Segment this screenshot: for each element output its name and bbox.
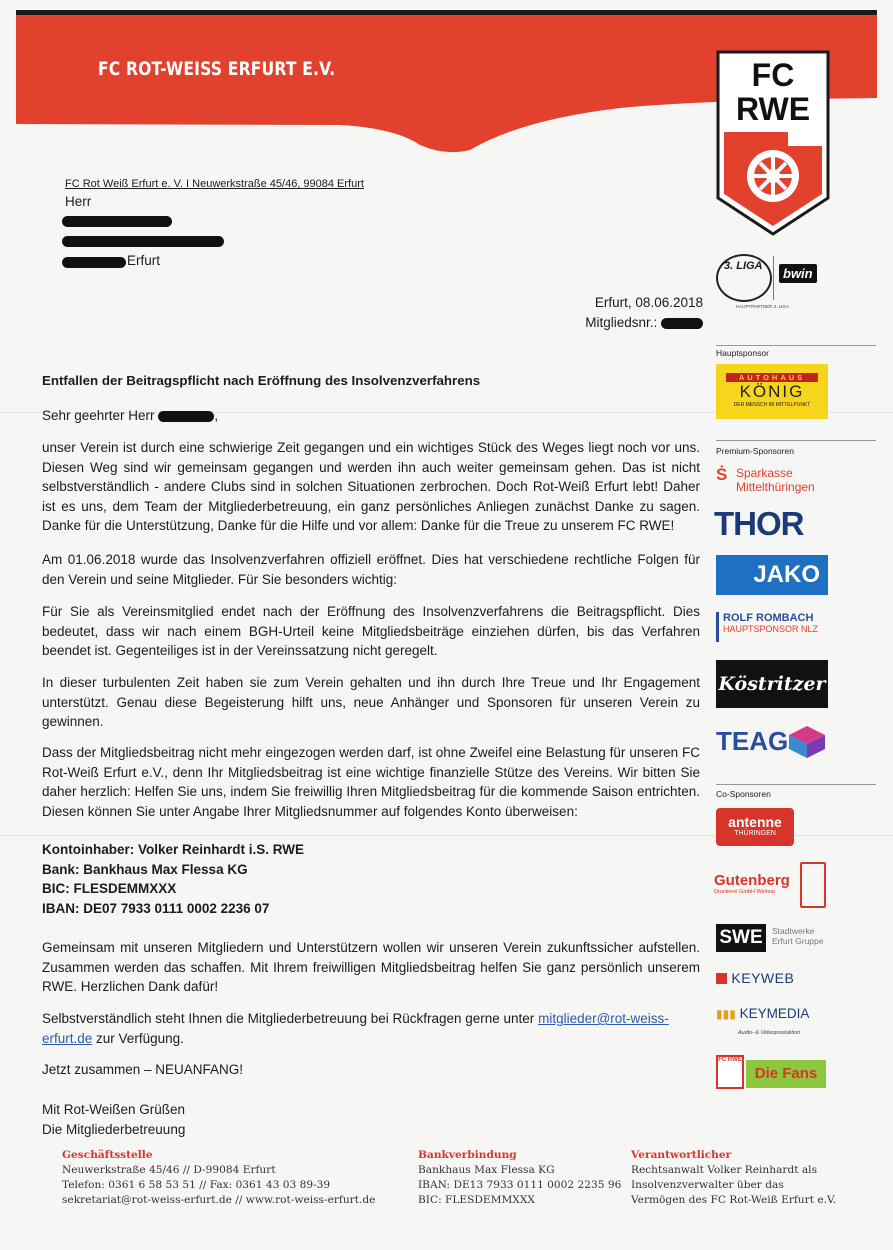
- footer-resp-line: Insolvenzverwalter über das: [631, 1179, 784, 1191]
- autohaus-koenig-logo: [716, 364, 828, 419]
- separator: [716, 345, 876, 346]
- gutenberg-logo: [714, 872, 790, 895]
- footer-office-line: Telefon: 0361 6 58 53 51 // Fax: 0361 43 03 89-39: [62, 1179, 331, 1191]
- closing-greeting: Mit Rot-Weißen Grüßen: [42, 1102, 186, 1117]
- p7-pre: Selbstverständlich steht Ihnen die Mitgliederbetreuung bei Rückfragen gerne unter: [42, 1011, 535, 1026]
- redacted-name: [62, 216, 172, 227]
- rombach-line1: ROLF ROMBACH: [723, 612, 814, 624]
- bank-iban: IBAN: DE07 7933 0111 0002 2236 07: [42, 900, 270, 916]
- footer-office-line: sekretariat@rot-weiss-erfurt.de // www.rot-weiss-erfurt.de: [62, 1194, 376, 1206]
- autohaus-tag: DER MENSCH IM MITTELPUNKT: [733, 402, 811, 408]
- autohaus-name: KÖNIG: [739, 382, 805, 401]
- paragraph-3: Für Sie als Vereinsmitglied endet nach der Eröffnung des Insolvenzverfahrens die Beitragspflicht. Dies bedeutet, dass wir nach einem BGH-Urteil keine Mitgliedsbeiträge einziehen dürfen, bis das Verfahren beendet ist. Gegenteiliges ist in der Vereinssatzung nicht geregelt.: [42, 604, 700, 658]
- redacted-street: [62, 236, 224, 247]
- letter-subject: Entfallen der Beitragspflicht nach Eröffnung des Insolvenzverfahrens: [42, 373, 481, 388]
- footer-bank: [418, 1148, 621, 1208]
- bank-name: Bank: Bankhaus Max Flessa KG: [42, 861, 248, 877]
- closing: [42, 1100, 185, 1139]
- keymedia-bars-icon: ▮▮▮: [716, 1007, 736, 1021]
- gutenberg-line1: Gutenberg: [714, 872, 790, 889]
- letter-date: Erfurt, 08.06.2018: [594, 295, 703, 310]
- antenne-logo: [716, 808, 794, 846]
- footer-office-heading: Geschäftsstelle: [62, 1149, 153, 1161]
- paragraph-5: Dass der Mitgliedsbeitrag nicht mehr eingezogen werden darf, ist ohne Zweifel eine Belastung für unseren FC Rot-Weiß Erfurt e.V., denn Ihr Mitgliedsbeitrag ist eine wichtige finanzielle Stütze des Vereins. Wir bitten Sie daher herzlich: Helfen Sie uns, indem Sie freiwillig Ihren Mitgliedsbeitrag für die kommende Saison entrichten. Diesen können Sie unter Angabe Ihrer Mitgliedsnummer auf folgendes Konto überweisen:: [42, 745, 700, 819]
- jako-logo: JAKO: [716, 555, 828, 595]
- rombach-line2: HAUPTSPONSOR NLZ: [723, 624, 819, 634]
- letter-greeting: [42, 408, 218, 423]
- greeting-comma: ,: [214, 408, 219, 423]
- crest-fc: FC: [751, 57, 795, 93]
- separator: [716, 440, 876, 441]
- premium-sponsor-label: Premium-Sponsoren: [716, 446, 794, 456]
- keymedia-sub: Audio- & Videoproduktion: [738, 1030, 801, 1036]
- redacted-zip: [62, 257, 126, 268]
- separator: [716, 784, 876, 785]
- swe-logo: SWE: [716, 924, 766, 952]
- footer-bank-line: IBAN: DE13 7933 0111 0002 2235 96: [418, 1179, 622, 1191]
- antenne-line2: THÜRINGEN: [734, 830, 776, 837]
- bank-bic: BIC: FLESDEMMXXX: [42, 881, 177, 896]
- footer-resp-heading: Verantwortlicher: [631, 1149, 732, 1161]
- paragraph-7: [42, 1009, 700, 1048]
- footer-bank-heading: Bankverbindung: [418, 1149, 517, 1161]
- sparkasse-s-icon: Ṡ: [716, 465, 728, 484]
- keyweb-logo: KEYWEB: [716, 970, 794, 986]
- liga-partner-logo: [716, 252, 828, 314]
- paragraph-2: Am 01.06.2018 wurde das Insolvenzverfahren offiziell eröffnet. Dies hat verschiedene rechtliche Folgen für den Verein und seine Mitglieder. Für Sie besonders wichtig:: [42, 552, 700, 587]
- recipient-city: Erfurt: [127, 253, 161, 268]
- thor-logo: THOR: [714, 505, 804, 542]
- liga-text: 3. LIGA: [724, 260, 763, 272]
- member-number: [585, 313, 703, 333]
- gutenberg-book-icon: [800, 862, 826, 908]
- die-fans-logo: Die Fans: [746, 1060, 826, 1088]
- sparkasse-logo: [716, 466, 815, 494]
- email-link[interactable]: mitglieder@rot-weiss- erfurt.de: [42, 1011, 669, 1046]
- sparkasse-line1: Sparkasse: [736, 466, 793, 480]
- paragraph-8: Jetzt zusammen – NEUANFANG!: [42, 1062, 244, 1077]
- paragraph-1: unser Verein ist durch eine schwierige Zeit gegangen und ein wichtiges Stück des Weges liegt noch vor uns. Diesen Weg sind wir gemeinsam gegangen und werden ihn auch weiter gemeinsam gehen. Das ist nicht selbstverständlich - andere Clubs sind in solchen Situationen zerbrochen. Doch Rot-Weiß Erfurt lebt! Daher ist es uns, dem Team der Mitgliederbetreuung, ein ganz persönliches Anliegen zunächst Danke zu sagen. Danke für die Unterstützung, Danke für die Hilfe und vor allem: Danke für die Treue zu unserem FC RWE!: [42, 440, 700, 533]
- hauptpartner-text: HAUPTPARTNER 3. LIGA: [736, 304, 789, 309]
- teag-logo: TEAG: [716, 726, 789, 756]
- sparkasse-line2: Mittelthüringen: [736, 480, 815, 494]
- bank-details: [42, 840, 304, 918]
- club-name: FC ROT-WEISS ERFURT E.V.: [98, 58, 336, 80]
- footer-responsible: [631, 1148, 836, 1208]
- rolf-rombach-logo: [716, 612, 831, 642]
- closing-signature: Die Mitgliederbetreuung: [42, 1121, 186, 1137]
- co-sponsor-label: Co-Sponsoren: [716, 789, 771, 799]
- footer-resp-line: Rechtsanwalt Volker Reinhardt als: [631, 1164, 818, 1176]
- main-sponsor-label: Hauptsponsor: [716, 348, 769, 358]
- p7-post: zur Verfügung.: [96, 1030, 184, 1046]
- teag-cube-icon: [787, 724, 827, 760]
- footer-bank-line: BIC: FLESDEMMXXX: [418, 1194, 535, 1206]
- redacted-member-no: [661, 318, 703, 329]
- footer-bank-line: Bankhaus Max Flessa KG: [418, 1164, 555, 1176]
- footer-resp-line: Vermögen des FC Rot-Weiß Erfurt e.V.: [631, 1194, 837, 1206]
- club-crest: [716, 50, 830, 236]
- paragraph-4: In dieser turbulenten Zeit haben sie zum Verein gehalten und ihn durch Ihre Treue und Ihr Engagement unterstützt. Genau diese Begeisterung hilft uns, neue Anhänger und Sponsoren für unseren Verein zu gewinnen.: [42, 675, 700, 729]
- keyweb-square-icon: [716, 973, 727, 984]
- recipient-salutation: Herr: [65, 194, 92, 209]
- crest-rwe: RWE: [735, 91, 811, 127]
- antenne-line1: antenne: [728, 814, 782, 830]
- footer-office: [62, 1148, 375, 1208]
- paragraph-6: Gemeinsam mit unseren Mitgliedern und Unterstützern wollen wir unseren Verein zukunftssicher aufstellen. Zusammen werden das schaffen. Mit Ihrem freiwilligen Mitgliedsbeitrag helfen Sie ganz persönlich unserem RWE. Herzlichen Dank dafür!: [42, 940, 700, 994]
- swe-sub: Stadtwerke Erfurt Gruppe: [772, 926, 824, 946]
- koestritzer-logo: Köstritzer: [716, 660, 828, 708]
- bank-holder: Kontoinhaber: Volker Reinhardt i.S. RWE: [42, 842, 305, 857]
- gutenberg-line2: Druckerei GmbH Weimar: [714, 889, 776, 895]
- autohaus-top: AUTOHAUS: [726, 373, 818, 382]
- date-block: [585, 293, 703, 333]
- keymedia-logo: ▮▮▮ KEYMEDIA: [716, 1006, 810, 1021]
- footer-office-line: Neuwerkstraße 45/46 // D-99084 Erfurt: [62, 1164, 276, 1176]
- greeting-text: Sehr geehrter Herr: [42, 408, 155, 423]
- bwin-logo: bwin: [779, 264, 817, 283]
- redacted-surname: [158, 411, 214, 422]
- member-no-label: Mitgliedsnr.:: [585, 315, 658, 330]
- sender-line: FC Rot Weiß Erfurt e. V. I Neuwerkstraße 45/46, 99084 Erfurt: [65, 178, 364, 190]
- die-fans-crest-icon: FC RWE: [716, 1055, 744, 1089]
